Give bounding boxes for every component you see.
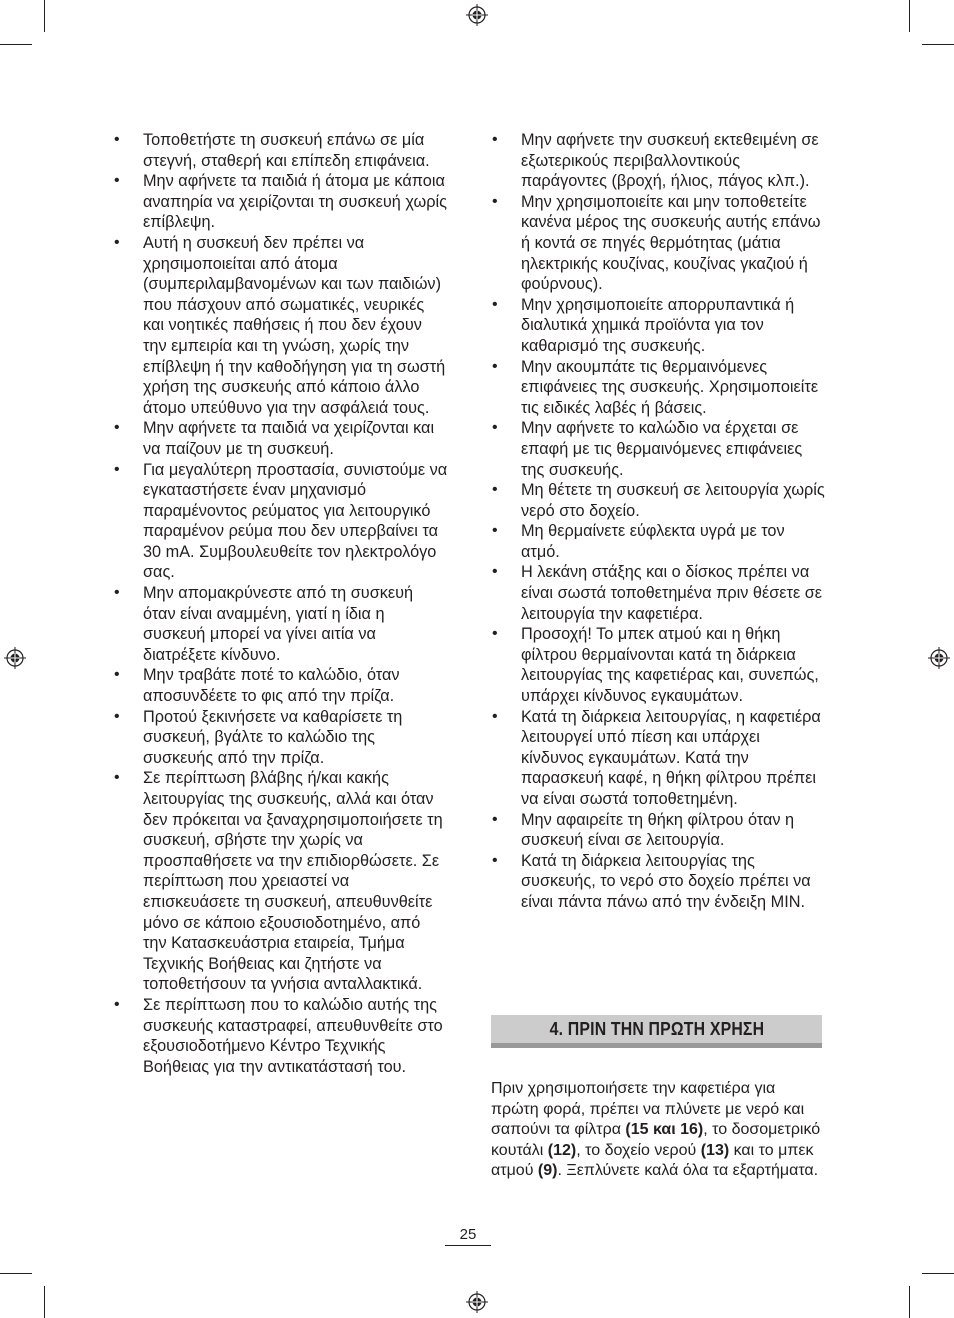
list-item: • Μην αφήνετε τα παιδιά ή άτομα με κάποια αναπηρία να χειρίζονται τη συσκευή χωρίς επίβλεψη. xyxy=(113,171,448,233)
section-heading xyxy=(491,1015,822,1048)
crop-mark xyxy=(0,44,32,45)
crop-mark xyxy=(0,1273,32,1274)
list-item: • Μη θέτετε τη συσκευή σε λειτουργία χωρίς νερό στο δοχείο. xyxy=(491,480,826,521)
intro-paragraph xyxy=(491,1079,826,1182)
part-reference: (13) xyxy=(700,1141,730,1159)
list-item: • Προτού ξεκινήσετε να καθαρίσετε τη συσκευή, βγάλτε το καλώδιο της συσκευής από την πρίζα. xyxy=(113,707,448,769)
intro-text: Πριν χρησιμοποιήσετε την καφετιέρα για πρώτη φορά, πρέπει να πλύνετε με νερό και σαπούνι τα φίλτρα xyxy=(491,1080,805,1139)
registration-mark-icon xyxy=(466,4,488,26)
part-reference: (15 και 16) xyxy=(625,1121,704,1139)
safety-list-right xyxy=(491,130,826,913)
crop-mark xyxy=(44,1286,45,1318)
intro-text: και το μπεκ ατμού xyxy=(491,1141,814,1180)
crop-mark xyxy=(44,0,45,32)
safety-list-left xyxy=(113,130,448,1077)
list-item: • Κατά τη διάρκεια λειτουργίας, η καφετιέρα λειτουργεί υπό πίεση και υπάρχει κίνδυνος εγκαυμάτων. Κατά την παρασκευή καφέ, η θήκη φίλτρου πρέπει να είναι σωστά τοποθετημένη. xyxy=(491,707,826,810)
list-item: • Κατά τη διάρκεια λειτουργίας της συσκευής, το νερό στο δοχείο πρέπει να είναι πάντα πάνω από την ένδειξη MIN. xyxy=(491,851,826,913)
list-item: • Μην τραβάτε ποτέ το καλώδιο, όταν αποσυνδέετε το φις από την πρίζα. xyxy=(113,665,448,706)
registration-mark-icon xyxy=(4,647,26,669)
crop-mark xyxy=(909,1286,910,1318)
list-item: • Μην ακουμπάτε τις θερμαινόμενες επιφάνειες της συσκευής. Χρησιμοποιείτε τις ειδικές λαβές ή βάσεις. xyxy=(491,357,826,419)
list-item: • Μην χρησιμοποιείτε και μην τοποθετείτε κανένα μέρος της συσκευής αυτής επάνω ή κοντά σε πηγές θερμότητας (μάτια ηλεκτρικής κουζίνας, κουζίνας γκαζιού ή φούρνους). xyxy=(491,192,826,295)
list-item: • Τοποθετήστε τη συσκευή επάνω σε μία στεγνή, σταθερή και επίπεδη επιφάνεια. xyxy=(113,130,448,171)
list-item: • Μην χρησιμοποιείτε απορρυπαντικά ή διαλυτικά χημικά προϊόντα για τον καθαρισμό της συσκευής. xyxy=(491,295,826,357)
section-heading-text: 4. ΠΡΙΝ ΤΗΝ ΠΡΩΤΗ ΧΡΗΣΗ xyxy=(549,1018,764,1039)
list-item: • Για μεγαλύτερη προστασία, συνιστούμε να εγκαταστήσετε έναν μηχανισμό παραμένοντος ρεύματος για λειτουργικό παραμένον ρεύμα που δεν υπερβαίνει τα 30 mA. Συμβουλευθείτε τον ηλεκτρολόγο σας. xyxy=(113,460,448,584)
crop-mark xyxy=(922,1273,954,1274)
list-item: • Σε περίπτωση βλάβης ή/και κακής λειτουργίας της συσκευής, αλλά και όταν δεν πρόκειται να ξαναχρησιμοποιήσετε τη συσκευή, σβήστε την χωρίς να προσπαθήσετε να την επιδιορθώσετε. Σε περίπτωση που χρειαστεί να επισκευάσετε τη συσκευή, απευθυνθείτε μόνο σε κάποιο εξουσιοδοτημένο, από την Κατασκευάστρια εταιρεία, Τμήμα Τεχνικής Βοήθειας και ζητήστε να τοποθετήσουν τα γνήσια ανταλλακτικά. xyxy=(113,768,448,995)
list-item: • Μη θερμαίνετε εύφλεκτα υγρά με τον ατμό. xyxy=(491,521,826,562)
right-column xyxy=(491,130,826,913)
list-item: • Μην απομακρύνεστε από τη συσκευή όταν είναι αναμμένη, γιατί η ίδια η συσκευή μπορεί να γίνει αιτία να διατρέξετε κίνδυνο. xyxy=(113,583,448,665)
list-item: • Η λεκάνη στάξης και ο δίσκος πρέπει να είναι σωστά τοποθετημένα πριν θέσετε σε λειτουργία την καφετιέρα. xyxy=(491,562,826,624)
intro-text: , το δοσομετρικό κουτάλι xyxy=(491,1121,821,1159)
list-item: • Μην αφήνετε την συσκευή εκτεθειμένη σε εξωτερικούς περιβαλλοντικούς παράγοντες (βροχή, ήλιος, πάγος κλπ.). xyxy=(491,130,826,192)
intro-text: . Ξεπλύνετε καλά όλα τα εξαρτήματα. xyxy=(557,1162,819,1180)
registration-mark-icon xyxy=(466,1291,488,1313)
crop-mark xyxy=(922,44,954,45)
registration-mark-icon xyxy=(928,647,950,669)
left-column xyxy=(113,130,448,1077)
page-number: 25 xyxy=(459,1226,477,1243)
intro-text: , το δοχείο νερού xyxy=(576,1141,701,1159)
list-item: • Προσοχή! Το μπεκ ατμού και η θήκη φίλτρου θερμαίνονται κατά τη διάρκεια λειτουργίας της καφετιέρας και, συνεπώς, υπάρχει κίνδυνος εγκαυμάτων. xyxy=(491,624,826,706)
part-reference: (12) xyxy=(547,1141,577,1159)
crop-mark xyxy=(909,0,910,32)
list-item: • Αυτή η συσκευή δεν πρέπει να χρησιμοποιείται από άτομα (συμπεριλαμβανομένων και των παιδιών) που πάσχουν από σωματικές, νευρικές και νοητικές παθήσεις ή που δεν έχουν την εμπειρία και τη γνώση, χωρίς την επίβλεψη ή την καθοδήγηση για τη σωστή χρήση της συσκευής από κάποιο άλλο άτομο υπεύθυνο για την ασφάλειά τους. xyxy=(113,233,448,418)
list-item: • Μην αφήνετε το καλώδιο να έρχεται σε επαφή με τις θερμαινόμενες επιφάνειες της συσκευής. xyxy=(491,418,826,480)
page-number-rule xyxy=(445,1245,491,1246)
part-reference: (9) xyxy=(537,1162,558,1180)
list-item: • Σε περίπτωση που το καλώδιο αυτής της συσκευής καταστραφεί, απευθυνθείτε στο εξουσιοδοτήμενο Κέντρο Τεχνικής Βοήθειας για την αντικατάστασή του. xyxy=(113,995,448,1077)
list-item: • Μην αφήνετε τα παιδιά να χειρίζονται και να παίζουν με τη συσκευή. xyxy=(113,418,448,459)
list-item: • Μην αφαιρείτε τη θήκη φίλτρου όταν η συσκευή είναι σε λειτουργία. xyxy=(491,810,826,851)
